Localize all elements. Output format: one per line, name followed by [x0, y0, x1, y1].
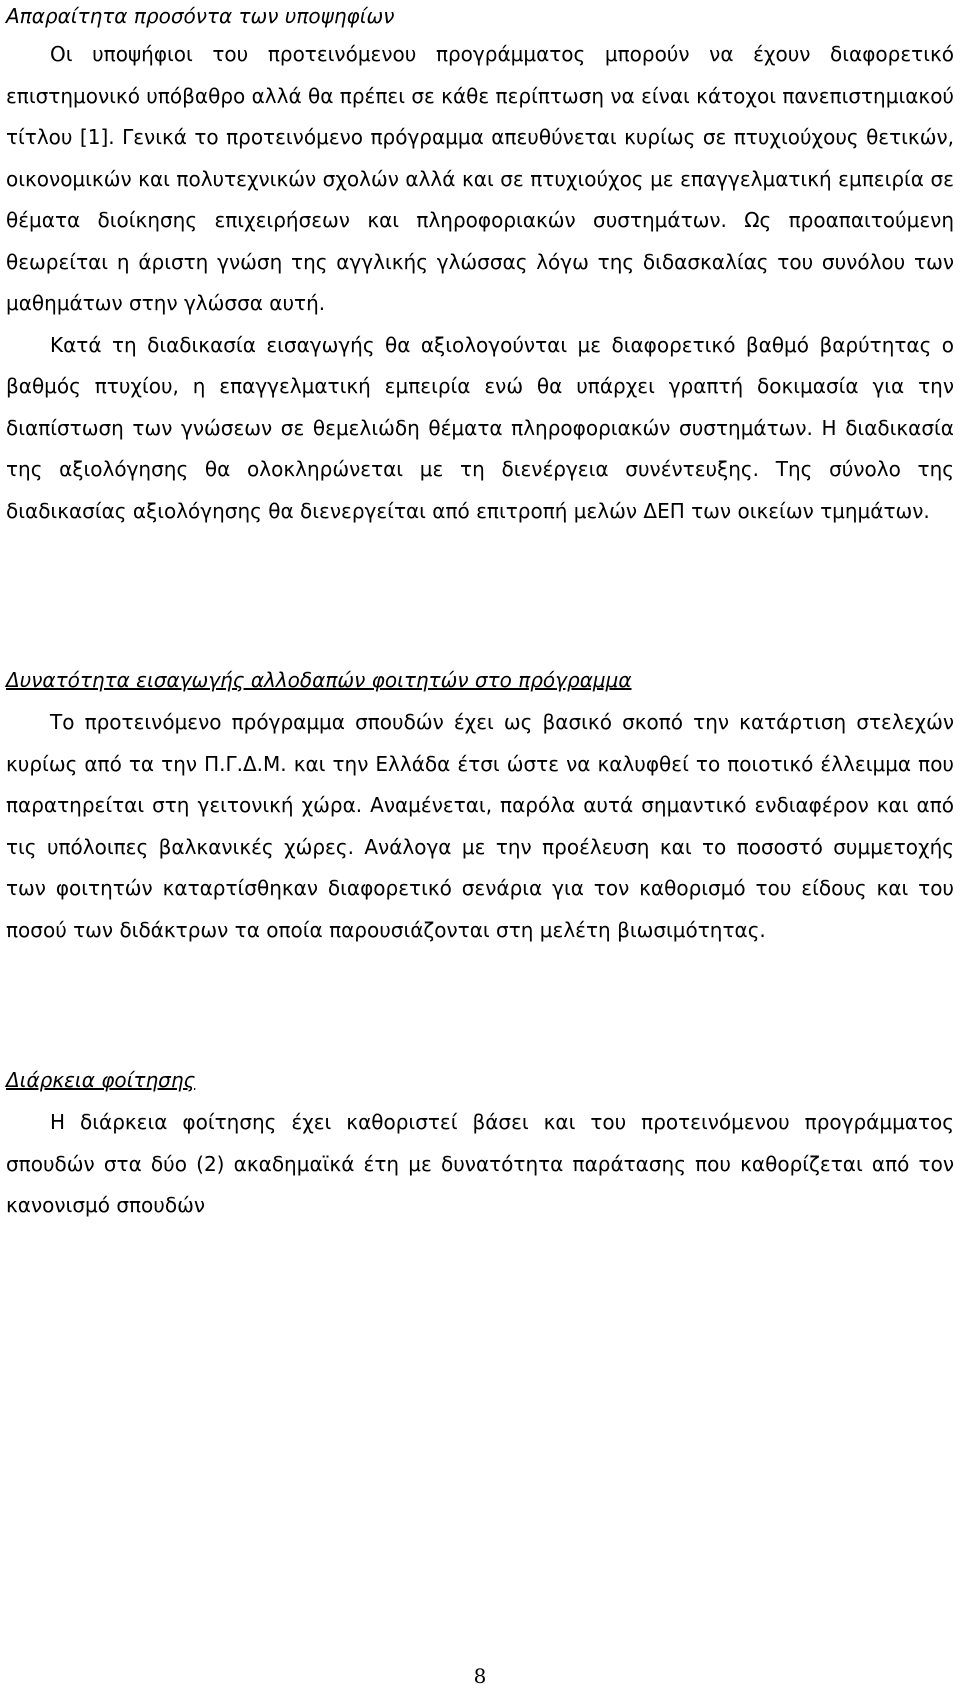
section-heading-candidate-qualifications: Απαραίτητα προσόντα των υποψηφίων	[6, 4, 395, 28]
paragraph-qualifications-intro: Οι υποψήφιοι του προτεινόμενου προγράμματος μπορούν να έχουν διαφορετικό επιστημονικό υπόβαθρο αλλά θα πρέπει σε κάθε περίπτωση να είναι κάτοχοι πανεπιστημιακού τίτλου [1]. Γενικά το προτεινόμενο πρόγραμμα απευθύνεται κυρίως σε πτυχιούχους θετικών, οικονομικών και πολυτεχνικών σχολών αλλά και σε πτυχιούχος με επαγγελματική εμπειρία σε θέματα διοίκησης επιχειρήσεων και πληροφοριακών συστημάτων. Ως προαπαιτούμενη θεωρείται η άριστη γνώση της αγγλικής γλώσσας λόγω της διδασκαλίας του συνόλου των μαθημάτων στην γλώσσα αυτή.	[6, 42, 954, 315]
section-heading-study-duration: Διάρκεια φοίτησης	[6, 1068, 196, 1092]
section-heading-foreign-students: Δυνατότητα εισαγωγής αλλοδαπών φοιτητών στο πρόγραμμα	[6, 668, 632, 692]
paragraph-foreign-students: Το προτεινόμενο πρόγραμμα σπουδών έχει ως βασικό σκοπό την κατάρτιση στελεχών κυρίως από τα την Π.Γ.Δ.Μ. και την Ελλάδα έτσι ώστε να καλυφθεί το ποιοτικό έλλειμμα που παρατηρείται στη γειτονική χώρα. Αναμένεται, παρόλα αυτά σημαντικό ενδιαφέρον και από τις υπόλοιπες βαλκανικές χώρες. Ανάλογα με την προέλευση και το ποσοστό συμμετοχής των φοιτητών καταρτίσθηκαν διαφορετικό σενάρια για τον καθορισμό του είδους και του ποσού των διδάκτρων τα οποία παρουσιάζονται στη μελέτη βιωσιμότητας.	[6, 710, 954, 942]
section-study-duration	[6, 1066, 954, 1227]
page-number: 8	[473, 1664, 487, 1688]
paragraph-admission-process: Κατά τη διαδικασία εισαγωγής θα αξιολογούνται με διαφορετικό βαθμό βαρύτητας ο βαθμός πτυχίου, η επαγγελματική εμπειρία ενώ θα υπάρχει γραπτή δοκιμασία για την διαπίστωση των γνώσεων σε θεμελιώδη θέματα πληροφοριακών συστημάτων. Η διαδικασία της αξιολόγησης θα ολοκληρώνεται με τη διενέργεια συνέντευξης. Της σύνολο της διαδικασίας αξιολόγησης θα διενεργείται από επιτροπή μελών ΔΕΠ των οικείων τμημάτων.	[6, 332, 954, 523]
section-foreign-students	[6, 666, 954, 951]
paragraph-study-duration: Η διάρκεια φοίτησης έχει καθοριστεί βάσει και του προτεινόμενου προγράμματος σπουδών στα δύο (2) ακαδημαϊκά έτη με δυνατότητα παράτασης που καθορίζεται από τον κανονισμό σπουδών	[6, 1110, 954, 1217]
section-candidate-qualifications	[6, 34, 954, 532]
